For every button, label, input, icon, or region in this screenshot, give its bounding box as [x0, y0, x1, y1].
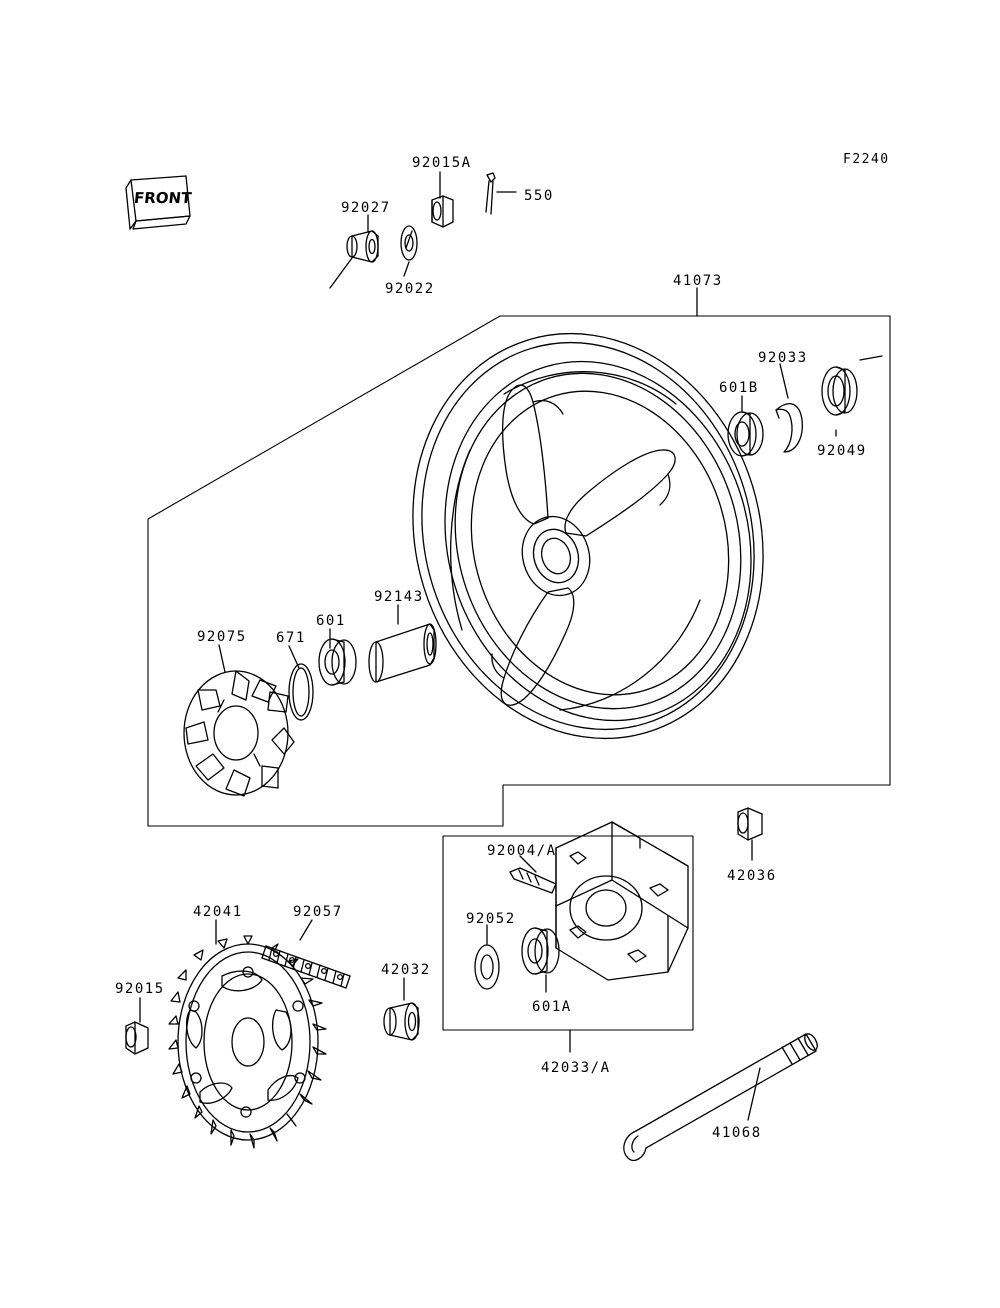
label-601: 601 — [316, 613, 346, 629]
label-42032: 42032 — [381, 962, 431, 978]
leader-92057 — [300, 920, 312, 940]
label-550: 550 — [524, 188, 554, 204]
label-92015: 92015 — [115, 981, 165, 997]
part-92033-circlip — [776, 404, 802, 452]
leader-92033 — [780, 364, 788, 398]
label-92022: 92022 — [385, 281, 435, 297]
part-92015-nut — [126, 1022, 148, 1054]
label-601A: 601A — [532, 999, 572, 1015]
label-92057: 92057 — [293, 904, 343, 920]
label-92075: 92075 — [197, 629, 247, 645]
part-601A-bearing — [522, 928, 559, 974]
label-92049: 92049 — [817, 443, 867, 459]
part-92052-washer — [475, 945, 499, 989]
sheet-code: F2240 — [843, 152, 890, 167]
label-92143: 92143 — [374, 589, 424, 605]
label-92033: 92033 — [758, 350, 808, 366]
part-41068-axle — [624, 1032, 820, 1161]
part-92075-damper — [184, 671, 294, 796]
leader-41068 — [748, 1068, 760, 1120]
part-42032-collar — [384, 1003, 419, 1040]
part-41073-wheel — [364, 290, 813, 783]
part-601-bearing — [319, 639, 356, 685]
label-41073: 41073 — [673, 273, 723, 289]
label-601B: 601B — [719, 380, 759, 396]
part-92143-collar — [369, 624, 436, 682]
part-601B-bearing — [728, 412, 763, 456]
front-badge-label: FRONT — [133, 189, 193, 207]
label-92027: 92027 — [341, 200, 391, 216]
part-92049-seal — [822, 367, 857, 415]
leader-92075 — [219, 645, 225, 672]
part-92015A — [432, 196, 453, 227]
front-badge — [126, 175, 192, 223]
part-671-oring — [289, 664, 313, 720]
label-42041: 42041 — [193, 904, 243, 920]
label-92015A: 92015A — [412, 155, 472, 171]
part-92057-chain — [262, 946, 350, 988]
part-42033-coupling — [556, 822, 688, 980]
label-42036: 42036 — [727, 868, 777, 884]
part-42036-nut — [738, 808, 762, 840]
part-92004-stud — [510, 868, 556, 893]
part-92022 — [401, 226, 417, 260]
part-550 — [486, 173, 495, 214]
part-92027 — [347, 231, 378, 262]
label-41068: 41068 — [712, 1125, 762, 1141]
label-42033-A: 42033/A — [541, 1060, 611, 1076]
label-92052: 92052 — [466, 911, 516, 927]
label-92004-A: 92004/A — [487, 843, 557, 859]
label-671: 671 — [276, 630, 306, 646]
leader-92049a — [860, 356, 882, 360]
